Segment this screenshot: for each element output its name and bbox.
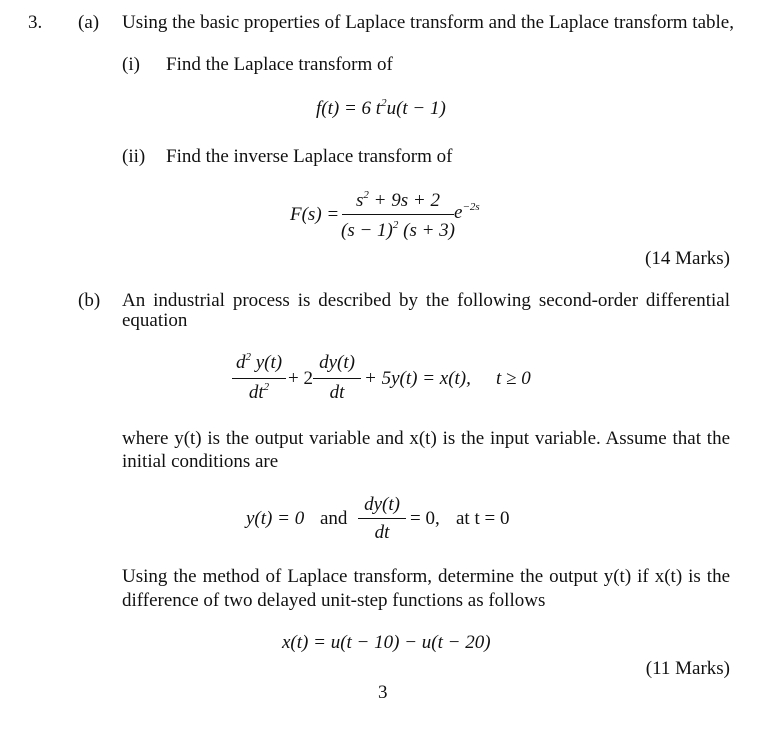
sub-i-text: Find the Laplace transform of (166, 54, 393, 75)
ode-term1-denominator: $dt^2$ (248, 381, 270, 403)
F-of-s-exponential: $e^{-2s}$ (454, 201, 480, 223)
ic-denominator: dt (374, 522, 390, 543)
where-line1: where y(t) is the output variable and x(t) is the input variable. Assume that the (122, 428, 730, 449)
part-b-intro-line2: equation (122, 310, 188, 331)
page-number: 3 (378, 682, 388, 703)
F-of-s-fraction-bar (342, 214, 454, 215)
F-of-s-numerator: $s^2 + 9s + 2$ (356, 189, 440, 211)
ode-plus-two: + 2 (288, 368, 313, 389)
F-of-s-lhs: F(s) = (290, 204, 340, 225)
part-b-marks: (11 Marks) (645, 658, 730, 679)
ode-term2-fraction-bar (313, 378, 361, 379)
ic-and: and (320, 508, 348, 529)
method-line2: difference of two delayed unit-step functions as follows (122, 590, 546, 611)
ic-numerator: dy(t) (364, 494, 400, 515)
part-b-label: (b) (78, 290, 101, 311)
ode-rest: + 5y(t) = x(t), (364, 368, 471, 389)
ode-term2-numerator: dy(t) (319, 352, 355, 373)
method-line1: Using the method of Laplace transform, determine the output y(t) if x(t) is the (122, 566, 730, 587)
part-a-intro: Using the basic properties of Laplace transform and the Laplace transform table, (122, 12, 734, 33)
part-a-marks: (14 Marks) (645, 248, 730, 269)
sub-i-label: (i) (122, 54, 140, 75)
part-a-label: (a) (78, 12, 100, 33)
ode-term1-numerator: $d^2$ y(t) (235, 351, 283, 373)
ode-term2-denominator: dt (329, 382, 345, 403)
ic-y-zero: y(t) = 0 (246, 508, 305, 529)
question-number: 3. (28, 12, 43, 33)
sub-ii-label: (ii) (122, 146, 146, 167)
part-b-intro-line1: An industrial process is described by the following second-order differential (122, 290, 730, 311)
ode-term1-fraction-bar (232, 378, 286, 379)
F-of-s-denominator: $(s - 1)^2$ (s + 3) (341, 219, 455, 241)
equation-f-of-t: f(t) = 6 $t^2u(t - 1)$ (316, 97, 446, 119)
ic-equals-zero: = 0, (410, 508, 440, 529)
ic-at-t-zero: at t = 0 (456, 508, 510, 529)
input-equation: x(t) = u(t − 10) − u(t − 20) (282, 632, 491, 653)
ode-condition: t ≥ 0 (496, 368, 531, 389)
where-line2: initial conditions are (122, 451, 279, 472)
ic-fraction-bar (358, 518, 406, 519)
sub-ii-text: Find the inverse Laplace transform of (166, 146, 453, 167)
